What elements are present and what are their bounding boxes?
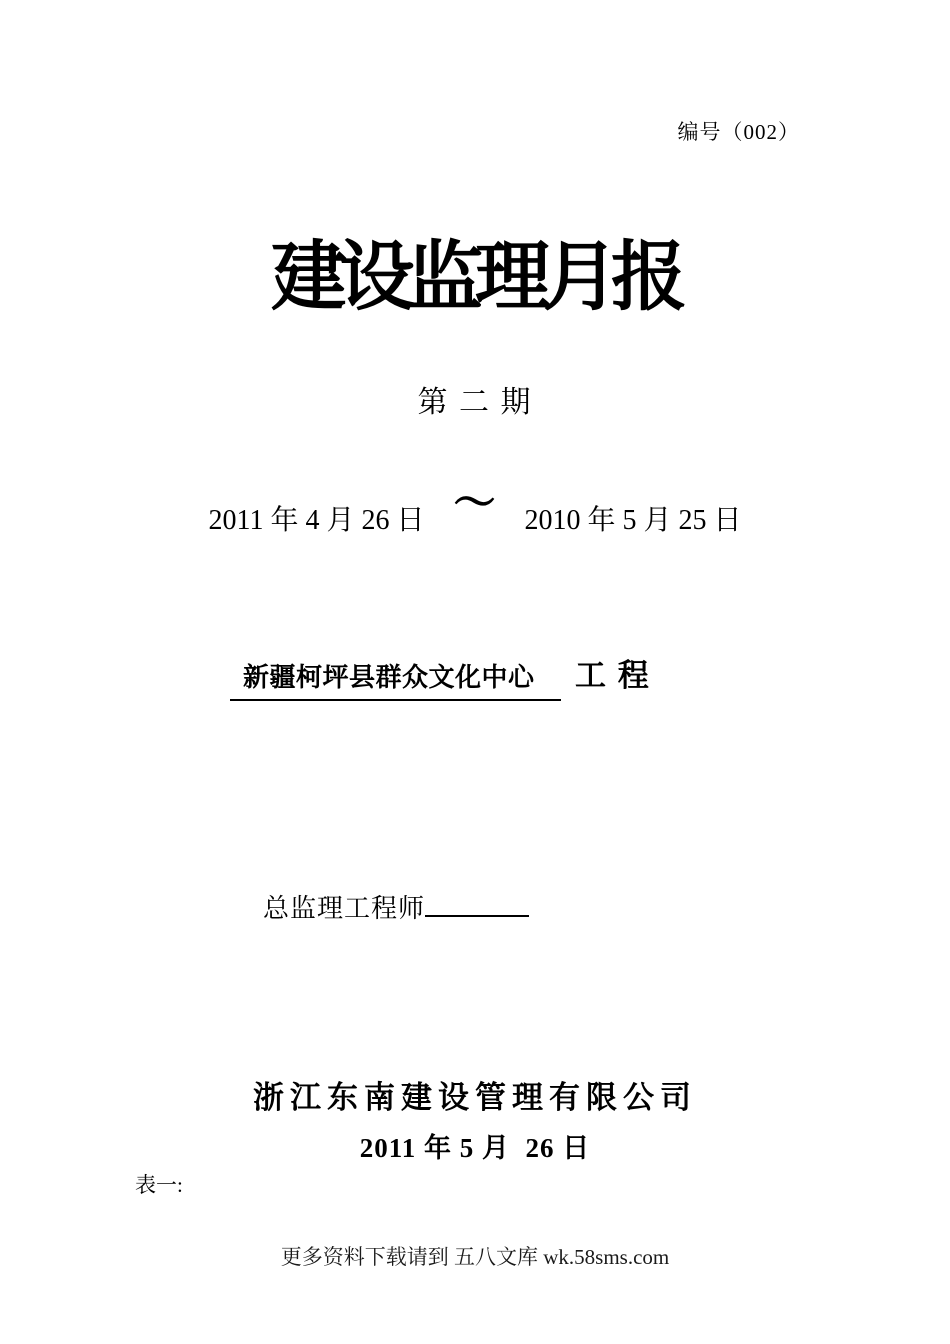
report-period: 2011 年 4 月 26 日 ～ 2010 年 5 月 25 日 xyxy=(208,481,742,536)
chief-engineer-line xyxy=(263,888,529,925)
table-one-label: 表一: xyxy=(135,1173,183,1197)
report-title: 建设监理月报 xyxy=(271,235,679,320)
signature-blank-line xyxy=(425,892,529,917)
project-name: 新疆柯坪县群众文化中心 xyxy=(230,657,561,701)
footer-watermark: 更多资料下载请到 五八文库 wk.58sms.com xyxy=(280,1245,670,1269)
project-type-suffix: 工 程 xyxy=(575,658,651,693)
project-line xyxy=(230,650,651,701)
report-issue-date: 2011 年 5 月 26 日 xyxy=(359,1133,591,1163)
period-start-date: 2011 年 4 月 26 日 xyxy=(208,505,425,536)
period-end-date: 2010 年 5 月 25 日 xyxy=(524,505,742,536)
doc-number: 编号（002） xyxy=(677,120,800,144)
chief-engineer-label: 总监理工程师 xyxy=(263,894,426,923)
issue-number: 第 二 期 xyxy=(417,386,533,419)
company-name: 浙江东南建设管理有限公司 xyxy=(253,1080,697,1115)
